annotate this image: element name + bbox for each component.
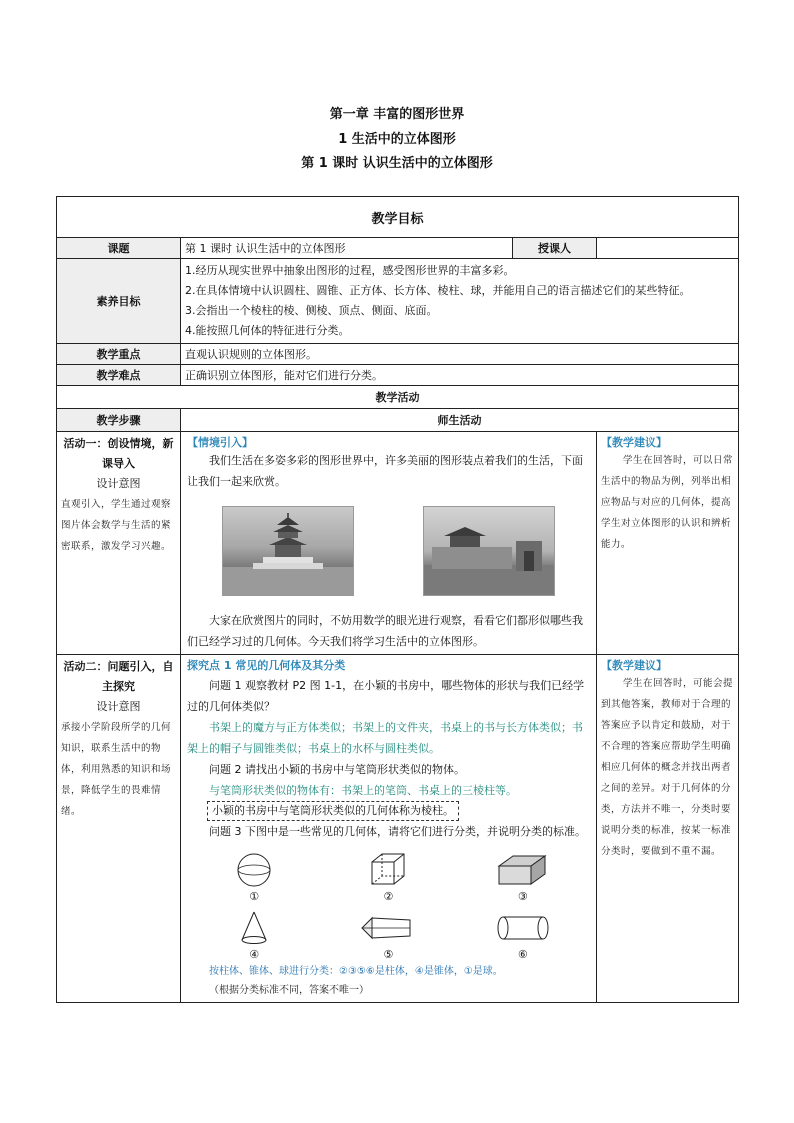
question-1: 问题 1 观察教材 P2 图 1-1，在小颖的书房中，哪些物体的形状与我们已经学过的几何体类似？ (187, 679, 585, 713)
teacher-label: 授课人 (513, 238, 597, 259)
activity-1-images (187, 506, 590, 596)
activity-2-intent: 承接小学阶段所学的几何知识，联系生活中的物体，利用熟悉的知识和场景，降低学生的畏难情绪。 (61, 722, 172, 817)
temple-of-heaven-photo (222, 506, 354, 596)
activity-1-intro: 我们生活在多姿多彩的图形世界中，许多美丽的图形装点着我们的生活，下面让我们一起来欣赏。 (187, 454, 583, 488)
answer-1: 书架上的魔方与正方体类似；书架上的文件夹，书桌上的书与长方体类似；书架上的帽子与圆锥类似；书桌上的水杯与圆柱类似。 (187, 721, 583, 755)
lesson-title: 第 1 课时 认识生活中的立体图形 (301, 156, 493, 171)
activity-2-design-label: 设计意图 (96, 700, 141, 713)
steps-label: 教学步骤 (57, 409, 181, 432)
shape-label: ③ (517, 890, 528, 903)
explore-point-heading: 探究点 1 常见的几何体及其分类 (187, 659, 346, 672)
teacher-value (597, 238, 739, 259)
question-2: 问题 2 请找出小颖的书房中与笔筒形状类似的物体。 (209, 763, 465, 776)
activity-2-advice-text: 学生在回答时，可能会提到其他答案，教师对于合理的答案应予以肯定和鼓励，对于不合理的答案应帮助学生明确相应几何体的概念并找出两者之间的差异。对于几何体的分类，方法并不唯一，分类时要说明分类的标准，按某一标准分类时，要做到不重不漏。 (601, 678, 734, 857)
answer-2: 与笔筒形状类似的物体有：书架上的笔筒、书桌上的三棱柱等。 (209, 784, 517, 797)
chapter-title: 第一章 丰富的图形世界 (329, 107, 465, 122)
shape-label: ② (383, 890, 394, 903)
activities-header: 教学活动 (57, 386, 739, 409)
goal-item: 1.经历从现实世界中抽象出图形的过程，感受图形世界的丰富多彩。 (185, 264, 515, 277)
objectives-header: 教学目标 (57, 197, 739, 238)
lesson-plan-table (56, 196, 739, 1003)
activity-2-title: 活动二：问题引入，自主探究 (63, 660, 174, 693)
section-title: 1 生活中的立体图形 (338, 132, 456, 147)
scenario-tag: 【情境引入】 (187, 436, 253, 449)
triangular-prism-shape (321, 908, 455, 962)
goals-label: 素养目标 (57, 259, 181, 344)
key-points-label: 教学重点 (57, 344, 181, 365)
city-gate-photo (423, 506, 555, 596)
teaching-advice-tag: 【教学建议】 (601, 659, 667, 672)
goals-list (181, 259, 739, 344)
activity-1-design-label: 设计意图 (96, 477, 141, 490)
activity-1-step (57, 432, 181, 655)
topic-label: 课题 (57, 238, 181, 259)
activity-1-content (181, 432, 597, 655)
activity-1-intent: 直观引入，学生通过观察图片体会数学与生活的紧密联系，激发学习兴趣。 (61, 499, 172, 552)
activity-1-observation: 大家在欣赏图片的同时，不妨用数学的眼光进行观察，看看它们都形似哪些我们已经学习过的几何体。今天我们将学习生活中的立体图形。 (187, 614, 583, 648)
interaction-label: 师生活动 (181, 409, 739, 432)
key-points-value: 直观认识规则的立体图形。 (181, 344, 739, 365)
solids-figure (187, 850, 590, 962)
cylinder-shape (456, 908, 590, 962)
shape-label: ⑤ (383, 948, 394, 961)
classification-note: （根据分类标准不同，答案不唯一） (209, 985, 369, 996)
activity-2-content (181, 655, 597, 1003)
classification-answer: 按柱体、锥体、球进行分类：②③⑤⑥是柱体，④是锥体，①是球。 (209, 966, 503, 977)
shape-label: ⑥ (517, 948, 528, 961)
goal-item: 2.在具体情境中认识圆柱、圆锥、正方体、长方体、棱柱、球，并能用自己的语言描述它们的某些特征。 (185, 284, 691, 297)
activity-1-advice-text: 学生在回答时，可以日常生活中的物品为例，列举出相应物品与对应的几何体，提高学生对立体图形的认识和辨析能力。 (601, 455, 734, 550)
goal-item: 4.能按照几何体的特征进行分类。 (185, 324, 350, 337)
activity-2-step (57, 655, 181, 1003)
shape-label: ① (249, 890, 260, 903)
cube-shape (321, 850, 455, 904)
cone-shape (187, 908, 321, 962)
activity-1-title: 活动一：创设情境，新课导入 (63, 437, 174, 470)
shape-label: ④ (249, 948, 260, 961)
sphere-shape (187, 850, 321, 904)
difficulty-value: 正确识别立体图形，能对它们进行分类。 (181, 365, 739, 386)
cuboid-shape (456, 850, 590, 904)
activity-1-advice (597, 432, 739, 655)
topic-value: 第 1 课时 认识生活中的立体图形 (181, 238, 513, 259)
teaching-advice-tag: 【教学建议】 (601, 436, 667, 449)
activity-2-advice (597, 655, 739, 1003)
prism-definition-box: 小颖的书房中与笔筒形状类似的几何体称为棱柱。 (207, 801, 459, 821)
question-3: 问题 3 下图中是一些常见的几何体，请将它们进行分类，并说明分类的标准。 (209, 825, 586, 838)
difficulty-label: 教学难点 (57, 365, 181, 386)
goal-item: 3.会指出一个棱柱的棱、侧棱、顶点、侧面、底面。 (185, 304, 438, 317)
